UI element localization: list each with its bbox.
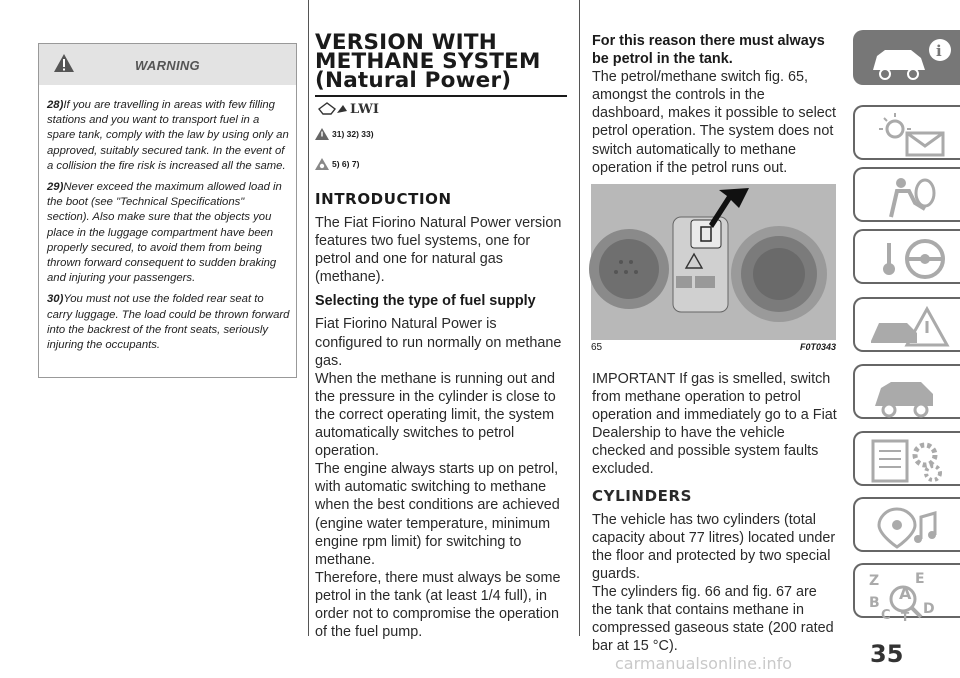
technical-data-icon [867,437,957,485]
figure-caption [591,342,836,353]
index-letter: E [915,571,925,587]
car-info-icon [867,36,957,84]
tab-maintenance[interactable] [853,364,960,419]
emergency-icon [867,303,957,351]
dashboard-switch-illustration [591,184,836,340]
multimedia-icon [867,503,957,551]
introduction-section [315,190,567,641]
petrol-lead: For this reason there must always be petrol in the tank. [592,33,825,68]
intro-text: The Fiat Fiorino Natural Power version features two fuel systems, one for petrol and one for natural gas (methane). [315,215,562,286]
section-title: VERSION WITH METHANE SYSTEM (Natural Power) [315,33,567,97]
index-letter: D [923,601,935,617]
warning-triangle-icon [315,128,329,140]
cylinders-text: The vehicle has two cylinders (total capacity about 77 litres) located under the floor and protected by two special guards. [592,511,836,582]
index-letter: A [899,584,912,603]
maintenance-car-icon [867,370,957,418]
important-text: IMPORTANT If gas is smelled, switch from methane operation to petrol operation and immediately go to a Fiat Dealership to have the vehicle checked and possible system faults excluded. [592,371,837,478]
fuel-paragraph: When the methane is running out and the pressure in the cylinder is close to the correct operating limit, the system automatically switches to petrol operation. [315,370,556,460]
caution-hand-icon [315,158,329,170]
warning-header [39,44,296,85]
tab-technical-data[interactable] [853,431,960,486]
tab-safety[interactable] [853,167,960,222]
index-letter: Z [869,573,880,589]
cylinders-text: The cylinders fig. 66 and fig. 67 are the tank that contains methane in compressed gaseous state (200 rated bar at 15 °C). [592,584,834,655]
tab-car-info[interactable] [853,30,960,85]
petrol-section [592,32,838,177]
warning-body [39,85,296,353]
fuel-paragraph: Therefore, there must always be some petrol in the tank (at least 1/4 full), in order not to compromise the operation of the fuel pump. [315,569,561,641]
tab-index[interactable] [853,563,960,624]
warning-item: 30)You must not use the folded rear seat to carry luggage. The load could be thrown forward into the backrest of the front seats, seriously injuring the occupants. [47,293,290,352]
safety-airbag-icon [867,173,957,221]
warning-refs: 31) 32) 33) [315,128,374,140]
important-section [592,370,838,655]
index-letter: C [881,608,891,623]
cylinders-heading: CYLINDERS [592,486,693,505]
fuel-paragraph: The engine always starts up on petrol, with automatic switching to methane when the best conditions are achieved (engine water temperature, minimum engine rpm limit) for switching to methane. [315,461,560,568]
watermark: carmanualsonline.info [615,654,793,673]
warning-item: 28)If you are travelling in areas with few filling stations and you want to transport fuel in a spare tank, comply with the law by using only an approved, suitably secured tank. In the event of a collision the fire risk is increased all the same. [47,99,289,172]
index-letter: B [869,595,880,611]
fuel-supply-heading: Selecting the type of fuel supply [315,293,536,310]
page-number: 35 [870,640,904,668]
warning-box [38,43,297,378]
dashboard-lights-icon [867,111,957,159]
svg-text:i: i [936,42,942,60]
cng-fuel-icon [317,99,379,117]
index-letter: T [901,610,910,624]
intro-heading: INTRODUCTION [315,190,452,208]
key-steering-icon [867,235,957,283]
index-icon [867,569,957,624]
warning-title: WARNING [135,58,200,73]
tab-dashboard-lights[interactable] [853,105,960,160]
caution-refs: 5) 6) 7) [315,158,359,170]
tab-starting-driving[interactable] [853,229,960,284]
switch-text: The petrol/methane switch fig. 65, amongst the controls in the dashboard, makes it possible to select petrol operation. The system does not switch automatically to methane operation if the petrol runs out. [592,69,836,176]
figure-number: 65 [591,342,603,353]
tab-emergency[interactable] [853,297,960,352]
figure-code: F0T0343 [799,342,836,352]
warning-item: 29)Never exceed the maximum allowed load in the boot (see "Technical Specifications" section). Also make sure that the objects you place in the luggage compartment have been properly secured, to avoid them from being thrown forward consequent to sudden braking and injuring your passengers. [47,181,282,285]
figure-dashboard-switch [591,184,836,340]
fuel-paragraph: Fiat Fiorino Natural Power is configured to run normally on methane gas. [315,316,562,369]
svg-text:LWI: LWI [350,102,379,117]
tab-multimedia[interactable] [853,497,960,552]
